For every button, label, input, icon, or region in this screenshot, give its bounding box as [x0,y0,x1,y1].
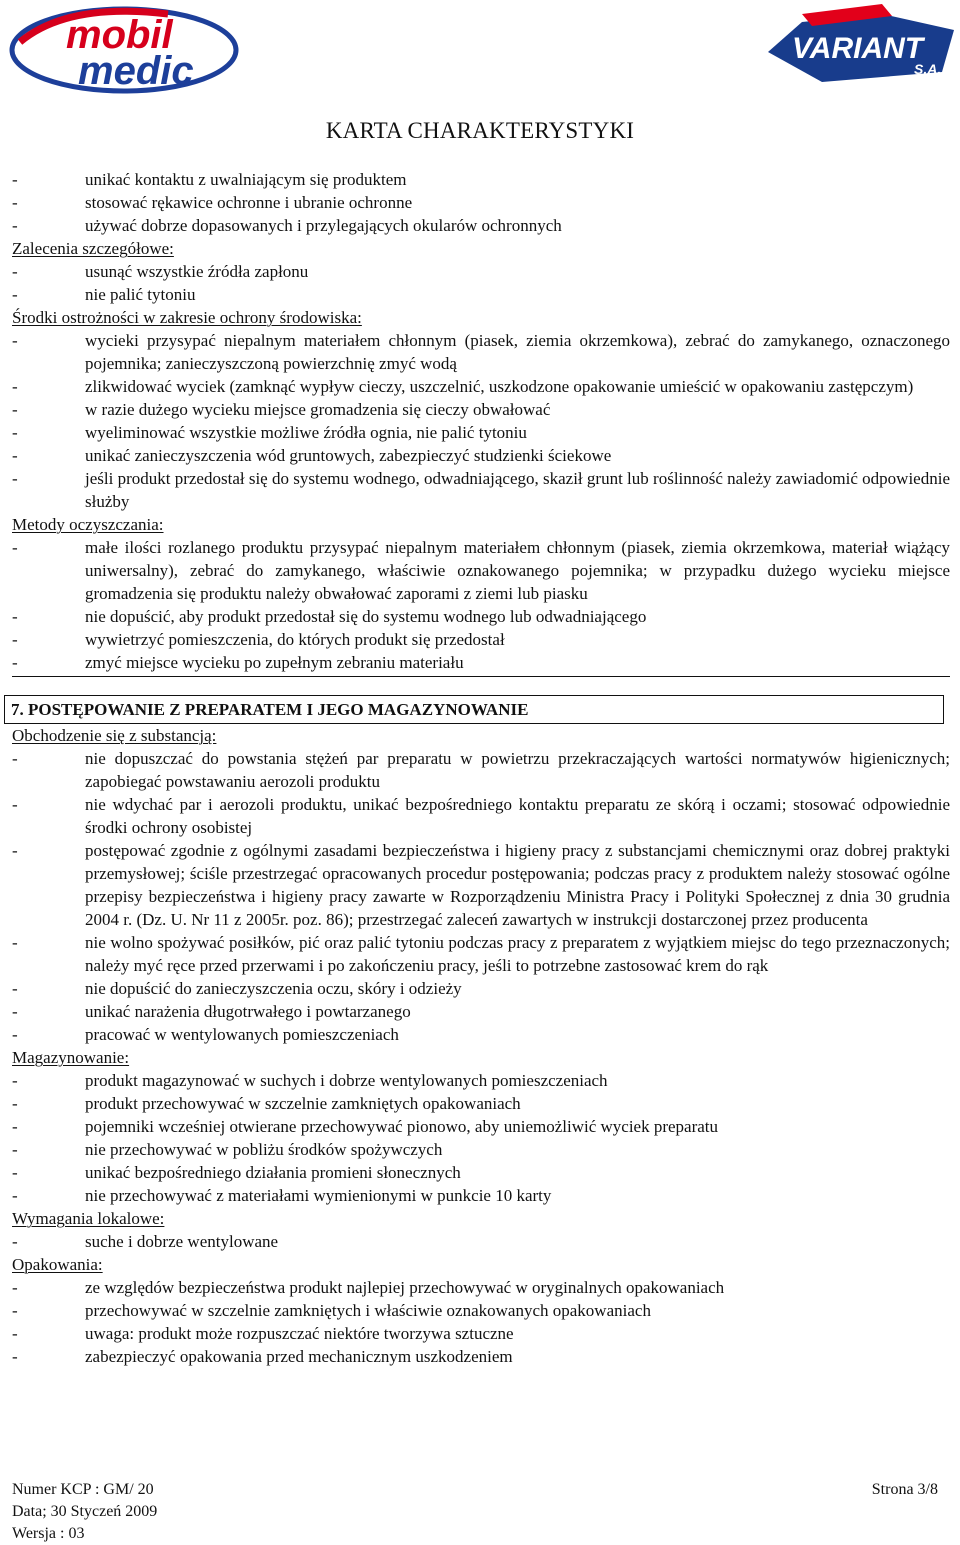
list-bullet: - [12,979,18,998]
list-item-text: nie wolno spożywać posiłków, pić oraz palić tytoniu podczas pracy z preparatem z wyjątkiem miejsc do tego przeznaczonych; należy myć ręce przed przerwami i po zakończeniu pracy, jeśli to potrzebne zastosować krem do rąk [85,933,950,975]
list-bullet: - [12,1347,18,1366]
list-bullet: - [12,653,18,672]
list-item-text: zlikwidować wyciek (zamknąć wypływ cieczy, uszczelnić, uszkodzone opakowanie umieścić w opakowaniu zastępczym) [85,377,914,396]
list-bullet: - [12,1163,18,1182]
subsection-heading: Środki ostrożności w zakresie ochrony środowiska: [12,308,362,327]
list-bullet: - [12,377,18,396]
list-bullet: - [12,1094,18,1113]
list-bullet: - [12,423,18,442]
list-item-text: używać dobrze dopasowanych i przylegających okularów ochronnych [85,216,562,235]
list-item [12,1115,950,1138]
list-bullet: - [12,170,18,189]
list-item-text: usunąć wszystkie źródła zapłonu [85,262,309,281]
list-item [12,398,950,421]
list-item [12,421,950,444]
list-item-text: produkt przechowywać w szczelnie zamkniętych opakowaniach [85,1094,521,1113]
list-bullet: - [12,1232,18,1251]
variant-logo [762,2,958,90]
list-item-text: wycieki przysypać niepalnym materiałem chłonnym (piasek, ziemia okrzemkowa), zebrać do zamykanego, oznaczonego pojemnika; zanieczyszczoną powierzchnię zmyć wodą [85,331,950,373]
list-item-text: nie dopuszczać do powstania stężeń par preparatu w powietrzu przekraczających wartości normatywów higienicznych; zapobiegać powstawaniu aerozoli produktu [85,749,950,791]
list-item [12,1299,950,1322]
list-bullet: - [12,795,18,814]
list-item-text: nie wdychać par i aerozoli produktu, unikać bezpośredniego kontaktu preparatu ze skórą i oczami; stosować odpowiednie środki ochrony osobistej [85,795,950,837]
list-item-text: jeśli produkt przedostał się do systemu wodnego, odwadniającego, skaził grunt lub roślinność należy zawiadomić odpowiednie służby [85,469,950,511]
list-bullet: - [12,446,18,465]
list-item-text: produkt magazynować w suchych i dobrze wentylowanych pomieszczeniach [85,1071,608,1090]
list-item-text: pracować w wentylowanych pomieszczeniach [85,1025,399,1044]
list-item-text: unikać kontaktu z uwalniającym się produktem [85,170,407,189]
list-item [12,1069,950,1092]
list-item [12,168,950,191]
document-date: Data; 30 Styczeń 2009 [12,1503,158,1520]
list-item [12,977,950,1000]
list-item [12,628,950,651]
subsection-heading: Obchodzenie się z substancją: [12,726,217,745]
list-bullet: - [12,1140,18,1159]
list-item [12,375,950,398]
mobilmedic-logo [8,4,248,96]
page-number: Strona 3/8 [871,1481,938,1498]
list-item [12,260,950,283]
list-bullet: - [12,262,18,281]
list-item [12,329,950,375]
list-bullet: - [12,1025,18,1044]
subsection-heading: Zalecenia szczegółowe: [12,239,174,258]
list-item-text: zmyć miejsce wycieku po zupełnym zebraniu materiału [85,653,464,672]
list-item [12,747,950,793]
list-bullet: - [12,216,18,235]
list-item [12,1345,950,1368]
subsection-heading: Metody oczyszczania: [12,515,164,534]
list-item [12,1276,950,1299]
list-item-text: nie palić tytoniu [85,285,196,304]
list-item [12,283,950,306]
document-body [12,168,950,1368]
list-item-text: postępować zgodnie z ogólnymi zasadami bezpieczeństwa i higieny pracy z substancjami chemicznymi oraz dobrej praktyki przemysłowej; ściśle przestrzegać opracowanych procedur postępowania; podczas pracy z produktem należy stosować ogólne przepisy bezpieczeństwa i higieny pracy zawarte w Rozporządzeniu Ministra Pracy i Polityki Społecznej z dnia 30 grudnia 2004 r. (Dz. U. Nr 11 z 2005r. poz. 86); przestrzegać zaleceń zawartych w instrukcji dostarczonej przez producenta [85,841,950,929]
list-item [12,536,950,605]
list-item-text: pojemniki wcześniej otwierane przechowywać pionowo, aby uniemożliwić wyciek preparatu [85,1117,719,1136]
svg-text:medic: medic [78,49,194,93]
svg-text:mobil: mobil [66,13,173,57]
list-item [12,191,950,214]
list-bullet: - [12,1301,18,1320]
svg-text:S.A.: S.A. [914,61,942,77]
list-bullet: - [12,1071,18,1090]
list-bullet: - [12,1002,18,1021]
list-bullet: - [12,607,18,626]
list-bullet: - [12,331,18,350]
section-7-body [12,724,950,1368]
list-item-text: unikać bezpośredniego działania promieni słonecznych [85,1163,461,1182]
list-item-text: nie przechowywać z materiałami wymienionymi w punkcie 10 karty [85,1186,552,1205]
list-item-text: nie dopuścić do zanieczyszczenia oczu, skóry i odzieży [85,979,462,998]
list-bullet: - [12,749,18,768]
list-bullet: - [12,1324,18,1343]
document-version: Wersja : 03 [12,1525,85,1542]
list-bullet: - [12,1186,18,1205]
list-item-text: w razie dużego wycieku miejsce gromadzenia się cieczy obwałować [85,400,551,419]
list-bullet: - [12,538,18,557]
list-item [12,467,950,513]
list-item [12,1092,950,1115]
subsection-heading: Wymagania lokalowe: [12,1209,165,1228]
list-item [12,1230,950,1253]
list-item-text: unikać zanieczyszczenia wód gruntowych, zabezpieczyć studzienki ściekowe [85,446,612,465]
list-item-text: nie dopuścić, aby produkt przedostał się do systemu wodnego lub odwadniającego [85,607,647,626]
list-bullet: - [12,933,18,952]
list-bullet: - [12,400,18,419]
subsection-heading: Magazynowanie: [12,1048,130,1067]
list-item [12,605,950,628]
list-item-text: uwaga: produkt może rozpuszczać niektóre tworzywa sztuczne [85,1324,514,1343]
list-item-text: unikać narażenia długotrwałego i powtarzanego [85,1002,411,1021]
list-item-text: wywietrzyć pomieszczenia, do których produkt się przedostał [85,630,505,649]
list-item-text: stosować rękawice ochronne i ubranie ochronne [85,193,413,212]
list-item [12,214,950,237]
kcp-number: Numer KCP : GM/ 20 [12,1481,154,1498]
section-6-continued [12,168,950,674]
list-item-text: suche i dobrze wentylowane [85,1232,279,1251]
list-item-text: wyeliminować wszystkie możliwe źródła ognia, nie palić tytoniu [85,423,527,442]
list-item [12,839,950,931]
list-bullet: - [12,630,18,649]
list-item [12,1138,950,1161]
list-item [12,1184,950,1207]
list-item [12,444,950,467]
list-item-text: nie przechowywać w pobliżu środków spożywczych [85,1140,443,1159]
list-item [12,1000,950,1023]
list-item [12,1161,950,1184]
list-bullet: - [12,285,18,304]
section-7-heading: 7. POSTĘPOWANIE Z PREPARATEM I JEGO MAGAZYNOWANIE [4,695,944,724]
list-item [12,793,950,839]
svg-text:VARIANT: VARIANT [792,32,924,65]
subsection-heading: Opakowania: [12,1255,103,1274]
list-item-text: zabezpieczyć opakowania przed mechanicznym uszkodzeniem [85,1347,513,1366]
document-title: KARTA CHARAKTERYSTYKI [325,118,635,143]
list-item [12,1322,950,1345]
list-bullet: - [12,193,18,212]
list-item [12,1023,950,1046]
list-bullet: - [12,469,18,488]
list-item [12,651,950,674]
list-bullet: - [12,1117,18,1136]
list-item [12,931,950,977]
section-divider [12,676,950,677]
list-item-text: ze względów bezpieczeństwa produkt najlepiej przechowywać w oryginalnych opakowaniach [85,1278,725,1297]
page-footer [12,1479,938,1545]
list-bullet: - [12,841,18,860]
list-bullet: - [12,1278,18,1297]
list-item-text: małe ilości rozlanego produktu przysypać niepalnym materiałem chłonnym (piasek, ziemia okrzemkowa, materiał wiążący uniwersalny), zebrać do zamykanego, właściwie oznakowanego pojemnika; w przypadku dużego wycieku miejsce gromadzenia się produktu należy obwałować zaporami z ziemi lub piasku [85,538,950,603]
list-item-text: przechowywać w szczelnie zamkniętych i właściwie oznakowanych opakowaniach [85,1301,651,1320]
